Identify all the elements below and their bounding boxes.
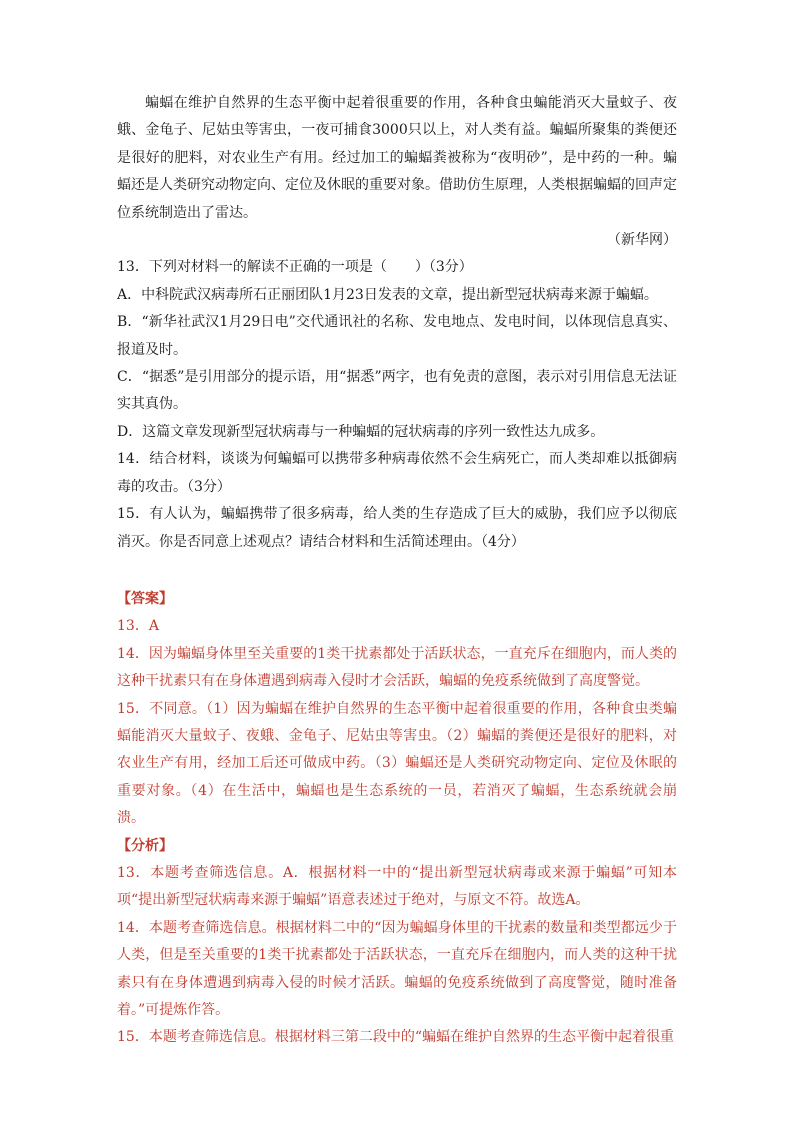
document-page — [117, 90, 677, 1052]
answer-heading: 【答案】 — [117, 590, 173, 607]
material-paragraph: 蝙蝠在维护自然界的生态平衡中起着很重要的作用，各种食虫蝙能消灭大量蚊子、夜蛾、金龟子、尼姑虫等害虫，一夜可捕食3000只以上，对人类有益。蝙蝠所聚集的粪便还是很好的肥料，对农业生产有用。经过加工的蝙蝠粪被称为“夜明砂”，是中药的一种。蝙蝠还是人类研究动物定向、定位及休眠的重要对象。借助仿生原理，人类根据蝙蝠的回声定位系统制造出了雷达。 — [117, 95, 677, 221]
option-b: B．“新华社武汉1月29日电”交代通讯社的名称、发电地点、发电时间，以体现信息真实、报道及时。 — [117, 314, 677, 358]
question-13: 13．下列对材料一的解读不正确的一项是（ ）（3分） — [117, 259, 473, 276]
option-d: D．这篇文章发现新型冠状病毒与一种蝙蝠的冠状病毒的序列一致性达九成多。 — [117, 423, 605, 440]
analysis-14: 14．本题考查筛选信息。根据材料二中的“因为蝙蝠身体里的干扰素的数量和类型都远少于人类，但是至关重要的1类干扰素都处于活跃状态，一直充斥在细胞内，而人类的这种干扰素只有在身体遭遇到病毒入侵的时候才活跃。蝙蝠的免疫系统做到了高度警觉，随时准备着。”可提炼作答。 — [117, 919, 677, 1018]
answer-13: 13．A — [117, 618, 159, 635]
question-14: 14．结合材料，谈谈为何蝙蝠可以携带多种病毒依然不会生病死亡，而人类却难以抵御病毒的攻击。（3分） — [117, 451, 677, 495]
option-a: A．中科院武汉病毒所石正丽团队1月23日发表的文章，提出新型冠状病毒来源于蝙蝠。 — [117, 286, 658, 303]
answer-section — [117, 586, 677, 1052]
material-source: （新华网） — [607, 232, 677, 249]
option-c: C．“据悉”是引用部分的提示语，用“据悉”两字，也有免责的意图，表示对引用信息无法证实其真伪。 — [117, 369, 677, 413]
analysis-15: 15．本题考查筛选信息。根据材料三第二段中的“蝙蝠在维护自然界的生态平衡中起着很重 — [117, 1029, 674, 1046]
analysis-13: 13．本题考查筛选信息。A．根据材料一中的“提出新型冠状病毒或来源于蝙蝠”可知本项“提出新型冠状病毒来源于蝙蝠”语意表述过于绝对，与原文不符。故选A。 — [117, 864, 677, 909]
answer-14: 14．因为蝙蝠身体里至关重要的1类干扰素都处于活跃状态，一直充斥在细胞内，而人类的这种干扰素只有在身体遭遇到病毒入侵时才会活跃，蝙蝠的免疫系统做到了高度警觉。 — [117, 645, 677, 690]
question-15: 15．有人认为，蝙蝠携带了很多病毒，给人类的生存造成了巨大的威胁，我们应予以彻底消灭。你是否同意上述观点？请结合材料和生活简述理由。（4分） — [117, 506, 677, 550]
analysis-heading: 【分析】 — [117, 837, 173, 854]
answer-15: 15．不同意。（1）因为蝙蝠在维护自然界的生态平衡中起着很重要的作用，各种食虫类蝙蝠能消灭大量蚊子、夜蛾、金龟子、尼姑虫等害虫。（2）蝙蝠的粪便还是很好的肥料，对农业生产有用，经加工后还可做成中药。（3）蝙蝠还是人类研究动物定向、定位及休眠的重要对象。（4）在生活中，蝙蝠也是生态系统的一员，若消灭了蝙蝠，生态系统就会崩溃。 — [117, 700, 677, 827]
section-gap — [117, 556, 677, 586]
